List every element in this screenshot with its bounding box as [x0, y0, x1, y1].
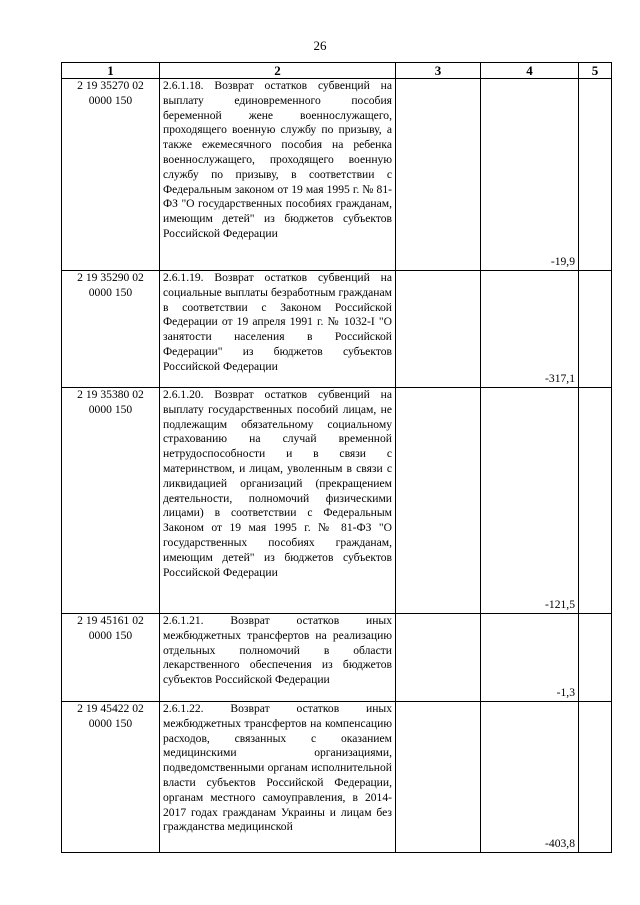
column-3-cell: [396, 271, 481, 388]
amount-cell: -317,1: [481, 271, 579, 388]
row-description: 2.6.1.20. Возврат остатков субвенций на выплату государственных пособий лицам, не подлежащим обязательному социальному страхованию на случай временной нетрудоспособности и в связи с материнством, и лицам, уволенным в связи с ликвидацией организаций (прекращением деятельности, полномочий физическими лицами) в соответствии с Федеральным Законом от 19 мая 1995 г. № 81-ФЗ "О государственных пособиях гражданам, имеющим детей" из бюджетов субъектов Российской Федерации: [160, 388, 396, 614]
column-header-4: 4: [481, 63, 579, 79]
table-header-row: [62, 63, 612, 79]
column-5-cell: [579, 388, 612, 614]
column-header-1: 1: [62, 63, 160, 79]
budget-code: 2 19 35380 02 0000 150: [62, 388, 160, 614]
row-description: 2.6.1.21. Возврат остатков иных межбюджетных трансфертов на реализацию отдельных полномочий в области лекарственного обеспечения из бюджетов субъектов Российской Федерации: [160, 614, 396, 702]
table-row: [62, 702, 612, 853]
column-3-cell: [396, 79, 481, 271]
row-description: 2.6.1.22. Возврат остатков иных межбюджетных трансфертов на компенсацию расходов, связанных с оказанием медицинскими организациями, подведомственными органам исполнительной власти субъектов Российской Федерации, органам местного самоуправления, в 2014-2017 годах гражданам Украины и лицам без гражданства медицинской: [160, 702, 396, 853]
column-header-5: 5: [579, 63, 612, 79]
column-3-cell: [396, 702, 481, 853]
row-description: 2.6.1.18. Возврат остатков субвенций на выплату единовременного пособия беременной жене военнослужащего, проходящего военную службу по призыву, а также ежемесячного пособия на ребенка военнослужащего, проходящего военную службу по призыву, в соответствии с Федеральным законом от 19 мая 1995 г. № 81-ФЗ "О государственных пособиях гражданам, имеющим детей" из бюджетов субъектов Российской Федерации: [160, 79, 396, 271]
budget-code: 2 19 35270 02 0000 150: [62, 79, 160, 271]
amount-cell: -403,8: [481, 702, 579, 853]
column-header-3: 3: [396, 63, 481, 79]
table-row: [62, 614, 612, 702]
amount-cell: -19,9: [481, 79, 579, 271]
column-5-cell: [579, 702, 612, 853]
row-description: 2.6.1.19. Возврат остатков субвенций на социальные выплаты безработным гражданам в соответствии с Законом Российской Федерации от 19 апреля 1991 г. № 1032-I "О занятости населения в Российской Федерации" из бюджетов субъектов Российской Федерации: [160, 271, 396, 388]
budget-code: 2 19 45422 02 0000 150: [62, 702, 160, 853]
amount-cell: -121,5: [481, 388, 579, 614]
budget-table: [61, 62, 612, 853]
table-row: [62, 271, 612, 388]
amount-cell: -1,3: [481, 614, 579, 702]
column-header-2: 2: [160, 63, 396, 79]
column-5-cell: [579, 79, 612, 271]
column-3-cell: [396, 614, 481, 702]
page-number: 26: [313, 38, 327, 53]
column-5-cell: [579, 271, 612, 388]
table-row: [62, 79, 612, 271]
column-3-cell: [396, 388, 481, 614]
column-5-cell: [579, 614, 612, 702]
budget-code: 2 19 45161 02 0000 150: [62, 614, 160, 702]
budget-code: 2 19 35290 02 0000 150: [62, 271, 160, 388]
table-row: [62, 388, 612, 614]
